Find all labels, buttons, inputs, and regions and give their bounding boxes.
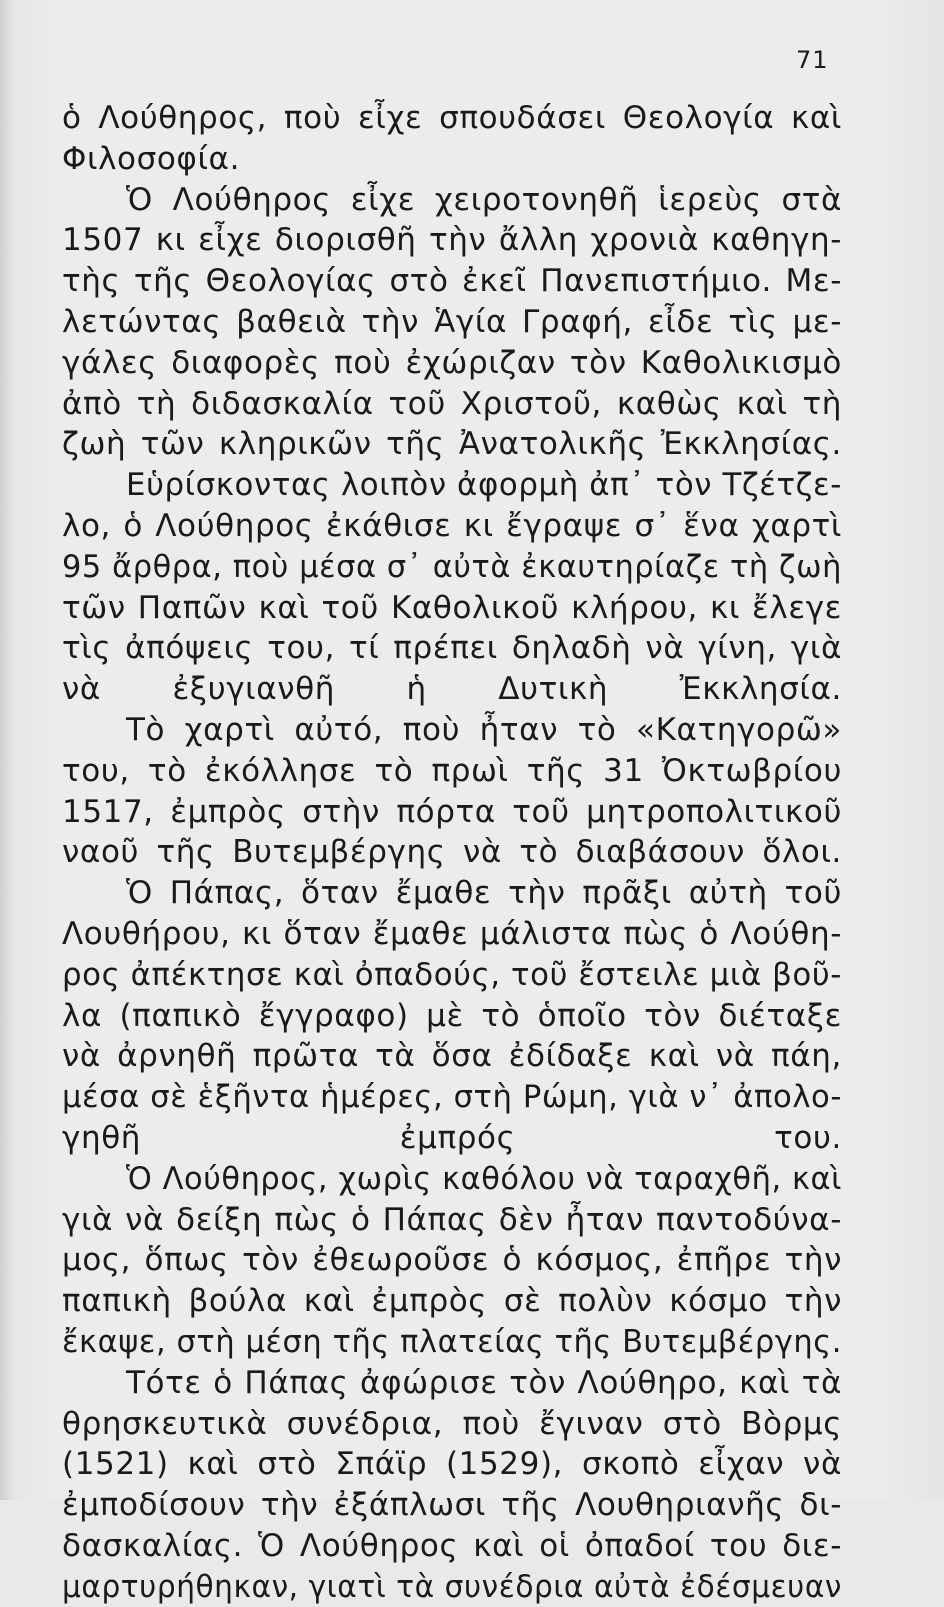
text-line: λα (παπικὸ ἔγγραφο) μὲ τὸ ὁποῖο τὸν διέταξε bbox=[62, 997, 842, 1034]
text-line: μέσα σὲ ἑξῆντα ἡμέρες, στὴ Ρώμη, γιὰ ν᾿ ἀπολο- bbox=[62, 1079, 842, 1116]
text-line: νὰ ἐξυγιανθῆ ἡ Δυτικὴ Ἐκκλησία. bbox=[62, 671, 842, 708]
text-line: ναοῦ τῆς Βυτεμβέργης νὰ τὸ διαβάσουν ὅλοι. bbox=[62, 834, 842, 871]
text-line: λο, ὁ Λούθηρος ἐκάθισε κι ἔγραψε σ᾿ ἕνα χαρτὶ bbox=[62, 507, 842, 544]
text-line: γηθῆ ἐμπρός του. bbox=[62, 1119, 842, 1156]
text-line: 1507 κι εἶχε διορισθῆ τὴν ἄλλη χρονιὰ καθηγη- bbox=[62, 222, 842, 259]
text-line: λετώντας βαθειὰ τὴν Ἁγία Γραφή, εἶδε τὶς με- bbox=[62, 303, 842, 340]
text-line: 1517, ἐμπρὸς στὴν πόρτα τοῦ μητροπολιτικοῦ bbox=[62, 793, 842, 830]
text-line: τὴς τῆς Θεολογίας στὸ ἐκεῖ Πανεπιστήμιο. Με- bbox=[62, 263, 842, 300]
text-line: θρησκευτικὰ συνέδρια, ποὺ ἔγιναν στὸ Βὸρμς bbox=[62, 1405, 842, 1442]
text-line: ἐμποδίσουν τὴν ἐξάπλωσι τῆς Λουθηριανῆς δι- bbox=[62, 1487, 842, 1524]
text-line: του, τὸ ἐκόλλησε τὸ πρωὶ τῆς 31 Ὀκτωβρίου bbox=[62, 752, 842, 789]
text-line: ζωὴ τῶν κληρικῶν τῆς Ἀνατολικῆς Ἐκκλησίας. bbox=[62, 426, 842, 463]
text-line: τὶς ἀπόψεις του, τί πρέπει δηλαδὴ νὰ γίνη, γιὰ bbox=[62, 630, 842, 667]
text-line: Ὁ Λούθηρος, χωρὶς καθόλου νὰ ταραχθῆ, καὶ bbox=[126, 1160, 842, 1197]
text-line: γάλες διαφορὲς ποὺ ἐχώριζαν τὸν Καθολικισμὸ bbox=[62, 344, 842, 381]
text-line: Φιλοσοφία. bbox=[62, 140, 241, 177]
body-text bbox=[62, 98, 842, 1607]
text-line: ἔκαψε, στὴ μέση τῆς πλατείας τῆς Βυτεμβέργης. bbox=[62, 1323, 842, 1360]
text-line: μος, ὅπως τὸν ἐθεωροῦσε ὁ κόσμος, ἐπῆρε τὴν bbox=[62, 1242, 842, 1279]
text-line: ὁ Λούθηρος, ποὺ εἶχε σπουδάσει Θεολογία καὶ bbox=[62, 100, 842, 136]
text-line: Λουθήρου, κι ὅταν ἔμαθε μάλιστα πὼς ὁ Λούθη- bbox=[62, 915, 842, 952]
text-line: (1521) καὶ στὸ Σπάϊρ (1529), σκοπὸ εἶχαν νὰ bbox=[62, 1446, 842, 1483]
text-line: Εὑρίσκοντας λοιπὸν ἀφορμὴ ἀπ᾿ τὸν Τζέτζε- bbox=[126, 467, 842, 504]
text-line: παπικὴ βούλα καὶ ἐμπρὸς σὲ πολὺν κόσμο τὴν bbox=[62, 1283, 842, 1320]
text-line: δασκαλίας. Ὁ Λούθηρος καὶ οἱ ὀπαδοί του διε- bbox=[62, 1527, 842, 1564]
text-line: Ὁ Πάπας, ὅταν ἔμαθε τὴν πρᾶξι αὐτὴ τοῦ bbox=[126, 875, 842, 912]
text-line: ἀπὸ τὴ διδασκαλία τοῦ Χριστοῦ, καθὼς καὶ τὴ bbox=[62, 385, 842, 422]
text-line: γιὰ νὰ δείξη πὼς ὁ Πάπας δὲν ἦταν παντοδύνα- bbox=[62, 1201, 842, 1238]
text-line: τῶν Παπῶν καὶ τοῦ Καθολικοῦ κλήρου, κι ἔλεγε bbox=[62, 589, 842, 626]
text-line: Ὁ Λούθηρος εἶχε χειροτονηθῆ ἱερεὺς στὰ bbox=[126, 181, 842, 218]
page-number: 71 bbox=[796, 46, 829, 74]
text-line: μαρτυρήθηκαν, γιατὶ τὰ συνέδρια αὐτὰ ἐδέσμευαν bbox=[62, 1568, 842, 1605]
text-line: ρος ἀπέκτησε καὶ ὀπαδούς, τοῦ ἔστειλε μιὰ βοῦ- bbox=[62, 956, 842, 993]
text-line: νὰ ἀρνηθῆ πρῶτα τὰ ὅσα ἐδίδαξε καὶ νὰ πάη, bbox=[62, 1038, 842, 1075]
text-line: Τότε ὁ Πάπας ἀφώρισε τὸν Λούθηρο, καὶ τὰ bbox=[126, 1364, 842, 1401]
text-line: 95 ἄρθρα, ποὺ μέσα σ᾿ αὐτὰ ἐκαυτηρίαζε τὴ ζωὴ bbox=[62, 548, 842, 585]
text-line: Τὸ χαρτὶ αὐτό, ποὺ ἦταν τὸ «Κατηγορῶ» bbox=[126, 711, 842, 748]
